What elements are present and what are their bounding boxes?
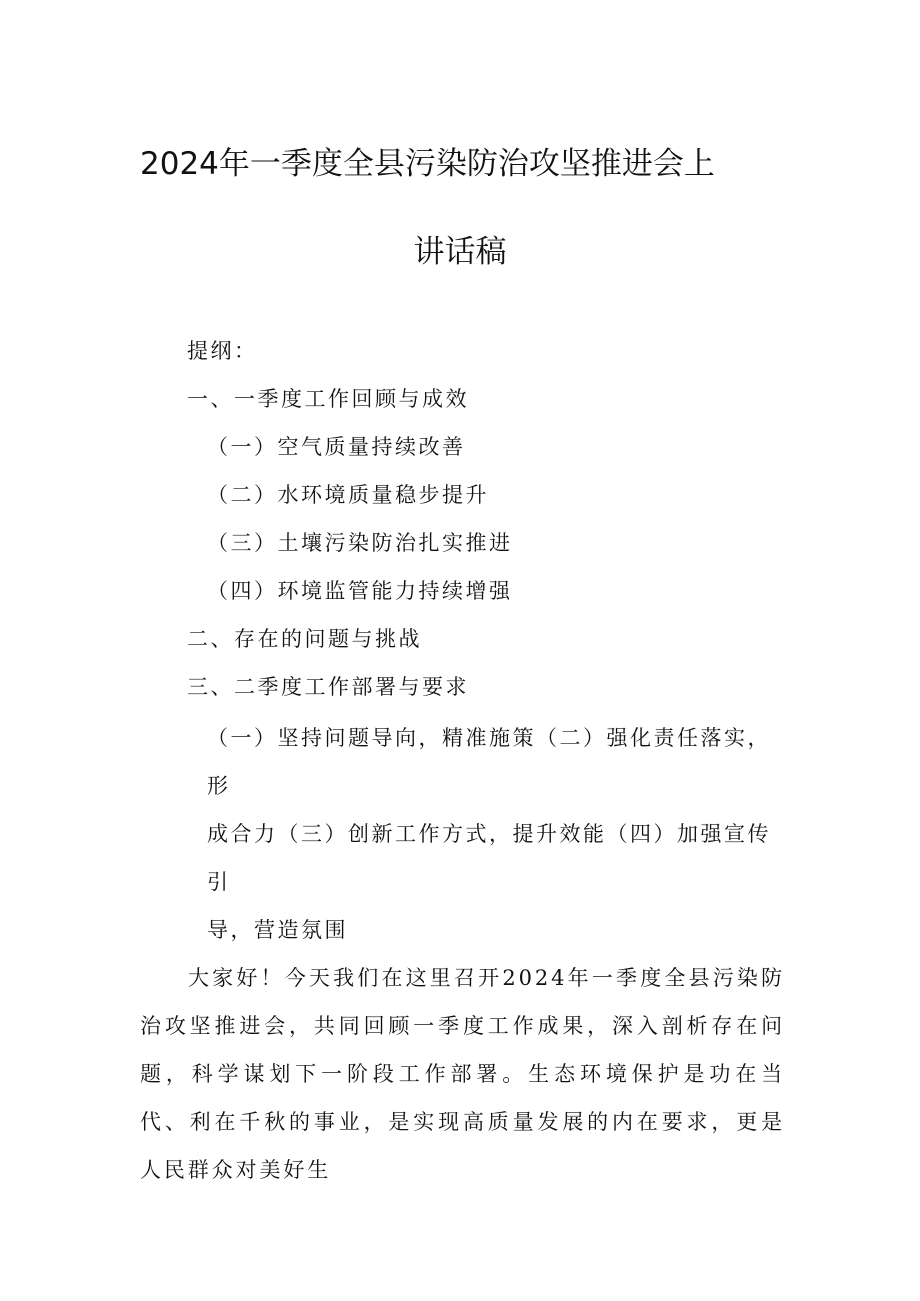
document-title-line-2: 讲话稿 bbox=[413, 234, 507, 270]
outline-subitems-line-3: 导，营造氛围 bbox=[207, 918, 348, 942]
outline-subitems-line-2: 成合力（三）创新工作方式，提升效能（四）加强宣传引 bbox=[207, 822, 771, 894]
outline-subitems-line-1: （一）坚持问题导向，精准施策（二）强化责任落实，形 bbox=[207, 726, 771, 798]
outline-item-1-4: （四）环境监管能力持续增强 bbox=[207, 579, 513, 603]
outline-item-1: 一、一季度工作回顾与成效 bbox=[187, 387, 469, 411]
outline-item-1-2: （二）水环境质量稳步提升 bbox=[207, 483, 489, 507]
outline-label: 提纲： bbox=[187, 339, 258, 363]
outline-item-1-1: （一）空气质量持续改善 bbox=[207, 435, 466, 459]
outline-item-1-3: （三）土壤污染防治扎实推进 bbox=[207, 531, 513, 555]
outline-item-3-subitems bbox=[207, 714, 787, 954]
outline-item-2: 二、存在的问题与挑战 bbox=[187, 627, 422, 651]
intro-paragraph: 大家好！今天我们在这里召开2024年一季度全县污染防治攻坚推进会，共同回顾一季度工作成果，深入剖析存在问题，科学谋划下一阶段工作部署。生态环境保护是功在当代、利在千秋的事业，是实现高质量发展的内在要求，更是人民群众对美好生 bbox=[140, 966, 785, 1182]
outline-item-3: 三、二季度工作部署与要求 bbox=[187, 675, 469, 699]
document-title-line-1: 2024年一季度全县污染防治攻坚推进会上 bbox=[140, 146, 715, 182]
